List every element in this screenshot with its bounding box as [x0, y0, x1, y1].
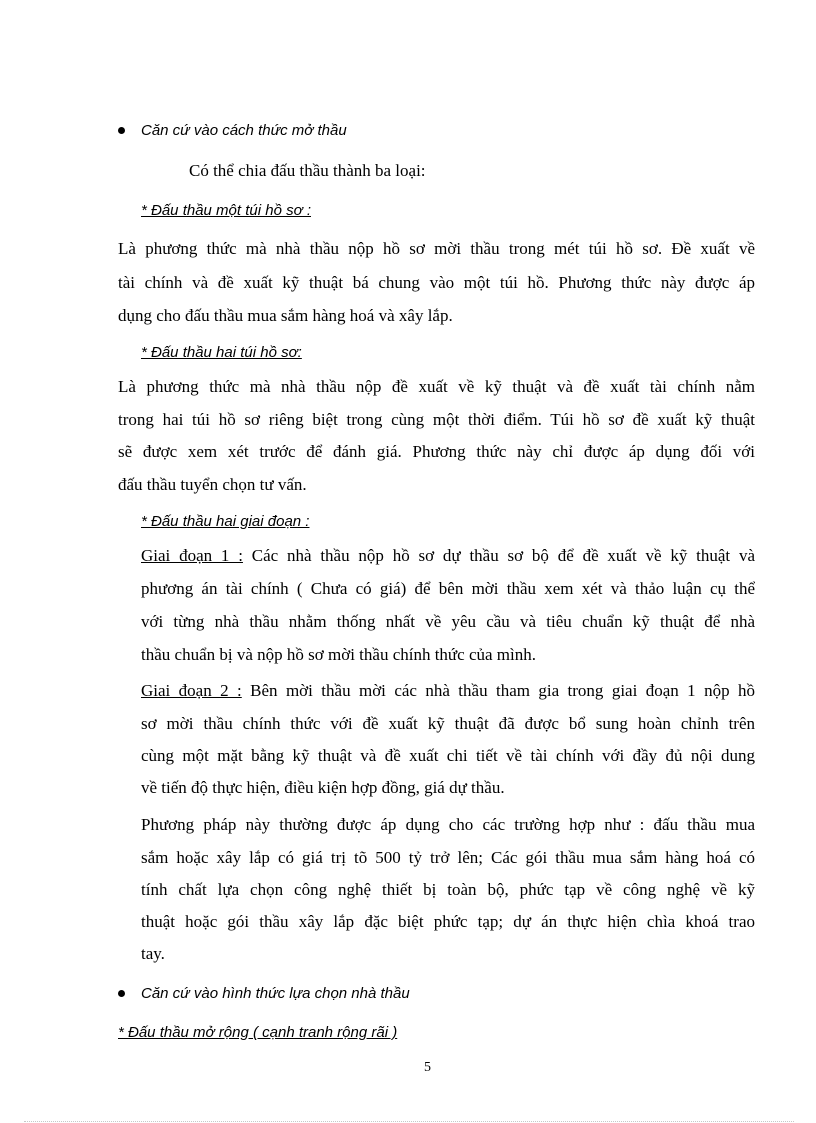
stage-2-line-2: sơ mời thầu chính thức với đề xuất kỹ thuật đã được bổ sung hoàn chỉnh trên: [141, 714, 755, 733]
heading-one-envelope: * Đấu thầu một túi hồ sơ :: [141, 202, 311, 219]
para-2-line-2: trong hai túi hồ sơ riêng biệt trong cùng một thời điểm. Túi hồ sơ đề xuất kỹ thuật: [118, 410, 755, 429]
para-3-line-5: tay.: [141, 944, 165, 963]
heading-two-envelopes: * Đấu thầu hai túi hồ sơ:: [141, 344, 302, 361]
para-2-line-4: đấu thầu tuyển chọn tư vấn.: [118, 475, 307, 494]
para-2-line-1: Là phương thức mà nhà thầu nộp đề xuất về kỹ thuật và đề xuất tài chính nằm: [118, 377, 755, 396]
para-3-line-2: sắm hoặc xây lắp có giá trị tõ 500 tỷ trở lên; Các gói thầu mua sắm hàng hoá có: [141, 848, 755, 867]
bullet-text-opening-method: Căn cứ vào cách thức mở thầu: [141, 122, 347, 139]
stage-1-label: Giai đoạn 1 :: [141, 546, 243, 565]
intro-line: Có thể chia đấu thầu thành ba loại:: [189, 161, 426, 180]
para-3-line-4: thuật hoặc gói thầu xây lắp đặc biệt phức tạp; dự án thực hiện chìa khoá trao: [141, 912, 755, 931]
para-3-line-3: tính chất lựa chọn công nghệ thiết bị toàn bộ, phức tạp về công nghệ về kỹ: [141, 880, 755, 899]
bullet-text-contractor-selection: Căn cứ vào hình thức lựa chọn nhà thầu: [141, 985, 410, 1002]
page-number: 5: [424, 1060, 431, 1075]
stage-1-first-line: Các nhà thầu nộp hồ sơ dự thầu sơ bộ để đề xuất về kỹ thuật và: [242, 546, 755, 565]
stage-2-line-4: về tiến độ thực hiện, điều kiện hợp đồng, giá dự thầu.: [141, 778, 505, 797]
stage-2-line-1: [141, 680, 755, 702]
stage-2-first-line: Bên mời thầu mời các nhà thầu tham gia trong giai đoạn 1 nộp hồ: [241, 681, 755, 700]
heading-two-stages: * Đấu thầu hai giai đoạn :: [141, 513, 310, 530]
bullet-icon: [118, 127, 125, 134]
page-bottom-divider: [24, 1121, 794, 1122]
para-2-line-3: sẽ được xem xét trước để đánh giá. Phương thức này chỉ được áp dụng đối với: [118, 442, 755, 461]
stage-1-line-3: với từng nhà thầu nhằm thống nhất về yêu cầu và tiêu chuẩn kỹ thuật để nhà: [141, 612, 755, 631]
para-1-line-2: tài chính và đề xuất kỹ thuật bá chung vào một túi hồ. Phương thức này được áp: [118, 273, 755, 292]
stage-2-label: Giai đoạn 2 :: [141, 681, 242, 700]
stage-1-line-1: [141, 545, 755, 567]
stage-2-line-3: cùng một mặt bằng kỹ thuật và đề xuất chi tiết về tài chính với đầy đủ nội dung: [141, 746, 755, 765]
para-3-line-1: Phương pháp này thường được áp dụng cho các trường hợp như : đấu thầu mua: [141, 815, 755, 834]
bullet-icon: [118, 990, 125, 997]
heading-open-bidding: * Đấu thầu mở rộng ( cạnh tranh rộng rãi ): [118, 1024, 398, 1041]
stage-1-line-2: phương án tài chính ( Chưa có giá) để bên mời thầu xem xét và thảo luận cụ thể: [141, 579, 755, 598]
stage-1-line-4: thầu chuẩn bị và nộp hồ sơ mời thầu chính thức của mình.: [141, 645, 536, 664]
para-1-line-1: Là phương thức mà nhà thầu nộp hồ sơ mời thầu trong mét túi hồ sơ. Đề xuất về: [118, 239, 755, 258]
para-1-line-3: dụng cho đấu thầu mua sắm hàng hoá và xây lắp.: [118, 306, 453, 325]
